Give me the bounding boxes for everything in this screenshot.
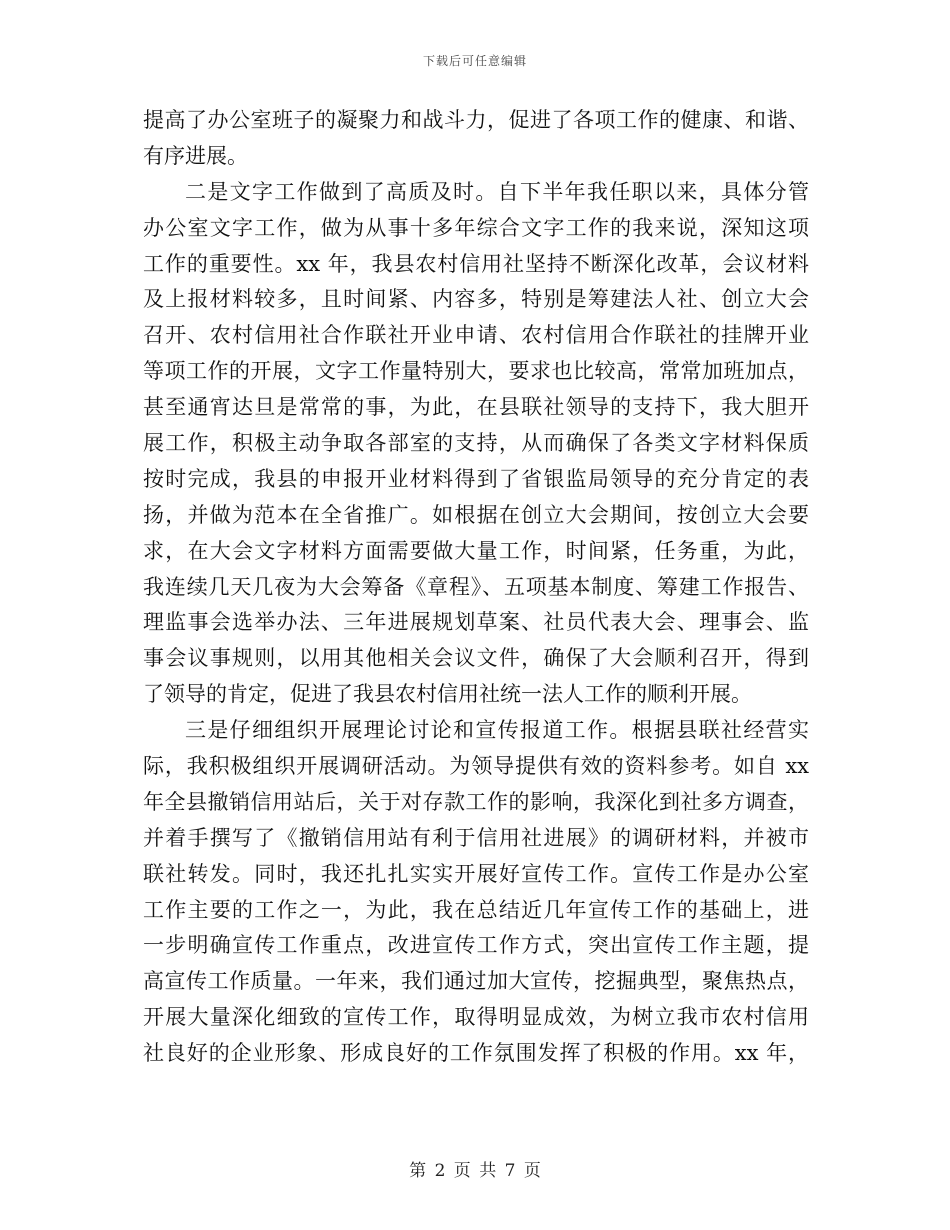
text-line: 了领导的肯定，促进了我县农村信用社统一法人工作的顺利开展。 (143, 682, 752, 707)
text-line: 扬，并做为范本在全省推广。如根据在创立大会期间，按创立大会要 (143, 502, 809, 527)
text-line: 年全县撤销信用站后，关于对存款工作的影响，我深化到社多方调查， (143, 789, 809, 814)
text-line: 我连续几天几夜为大会筹备《章程》、五项基本制度、筹建工作报告、 (143, 574, 809, 599)
text-line: 甚至通宵达旦是常常的事，为此，在县联社领导的支持下，我大胆开 (143, 395, 809, 420)
text-line: 提高了办公室班子的凝聚力和战斗力，促进了各项工作的健康、和谐、 (143, 108, 809, 132)
text-line: 一步明确宣传工作重点，改进宣传工作方式，突出宣传工作主题，提 (143, 933, 809, 958)
text-line: 并着手撰写了《撤销信用站有利于信用社进展》的调研材料，并被市 (143, 825, 809, 850)
text-line: 社良好的企业形象、形成良好的工作氛围发挥了积极的作用。xx 年， (143, 1041, 809, 1066)
text-line: 工作主要的工作之一，为此，我在总结近几年宣传工作的基础上，进 (143, 897, 809, 922)
body-text (143, 103, 809, 1072)
text-line: 理监事会选举办法、三年进展规划草案、社员代表大会、理事会、监 (143, 610, 809, 635)
text-line: 有序进展。 (143, 143, 248, 168)
text-line: 三是仔细组织开展理论讨论和宣传报道工作。根据县联社经营实 (185, 718, 809, 743)
text-line: 办公室文字工作，做为从事十多年综合文字工作的我来说，深知这项 (143, 215, 809, 240)
text-line: 际，我积极组织开展调研活动。为领导提供有效的资料参考。如自 xx (143, 754, 809, 779)
text-line: 等项工作的开展，文字工作量特别大，要求也比较高，常常加班加点， (143, 359, 809, 384)
text-line: 按时完成，我县的申报开业材料得到了省银监局领导的充分肯定的表 (143, 466, 809, 491)
text-line: 工作的重要性。xx 年，我县农村信用社坚持不断深化改革，会议材料 (143, 251, 809, 276)
text-line: 二是文字工作做到了高质及时。自下半年我任职以来，具体分管 (185, 179, 809, 204)
text-line: 及上报材料较多，且时间紧、内容多，特别是筹建法人社、创立大会 (143, 287, 809, 312)
page-header-note: 下载后可任意编辑 (422, 54, 527, 68)
text-line: 求，在大会文字材料方面需要做大量工作，时间紧，任务重，为此， (143, 538, 809, 563)
page-number-footer: 第 2 页 共 7 页 (409, 1161, 541, 1181)
text-line: 开展大量深化细致的宣传工作，取得明显成效，为树立我市农村信用 (143, 1005, 809, 1030)
text-line: 事会议事规则，以用其他相关会议文件，确保了大会顺利召开，得到 (143, 646, 809, 671)
text-line: 召开、农村信用社合作联社开业申请、农村信用合作联社的挂牌开业 (143, 323, 809, 348)
text-line: 联社转发。同时，我还扎扎实实开展好宣传工作。宣传工作是办公室 (143, 861, 809, 886)
text-line: 展工作，积极主动争取各部室的支持，从而确保了各类文字材料保质 (143, 431, 809, 456)
text-line: 高宣传工作质量。一年来，我们通过加大宣传，挖掘典型，聚焦热点， (143, 969, 809, 994)
